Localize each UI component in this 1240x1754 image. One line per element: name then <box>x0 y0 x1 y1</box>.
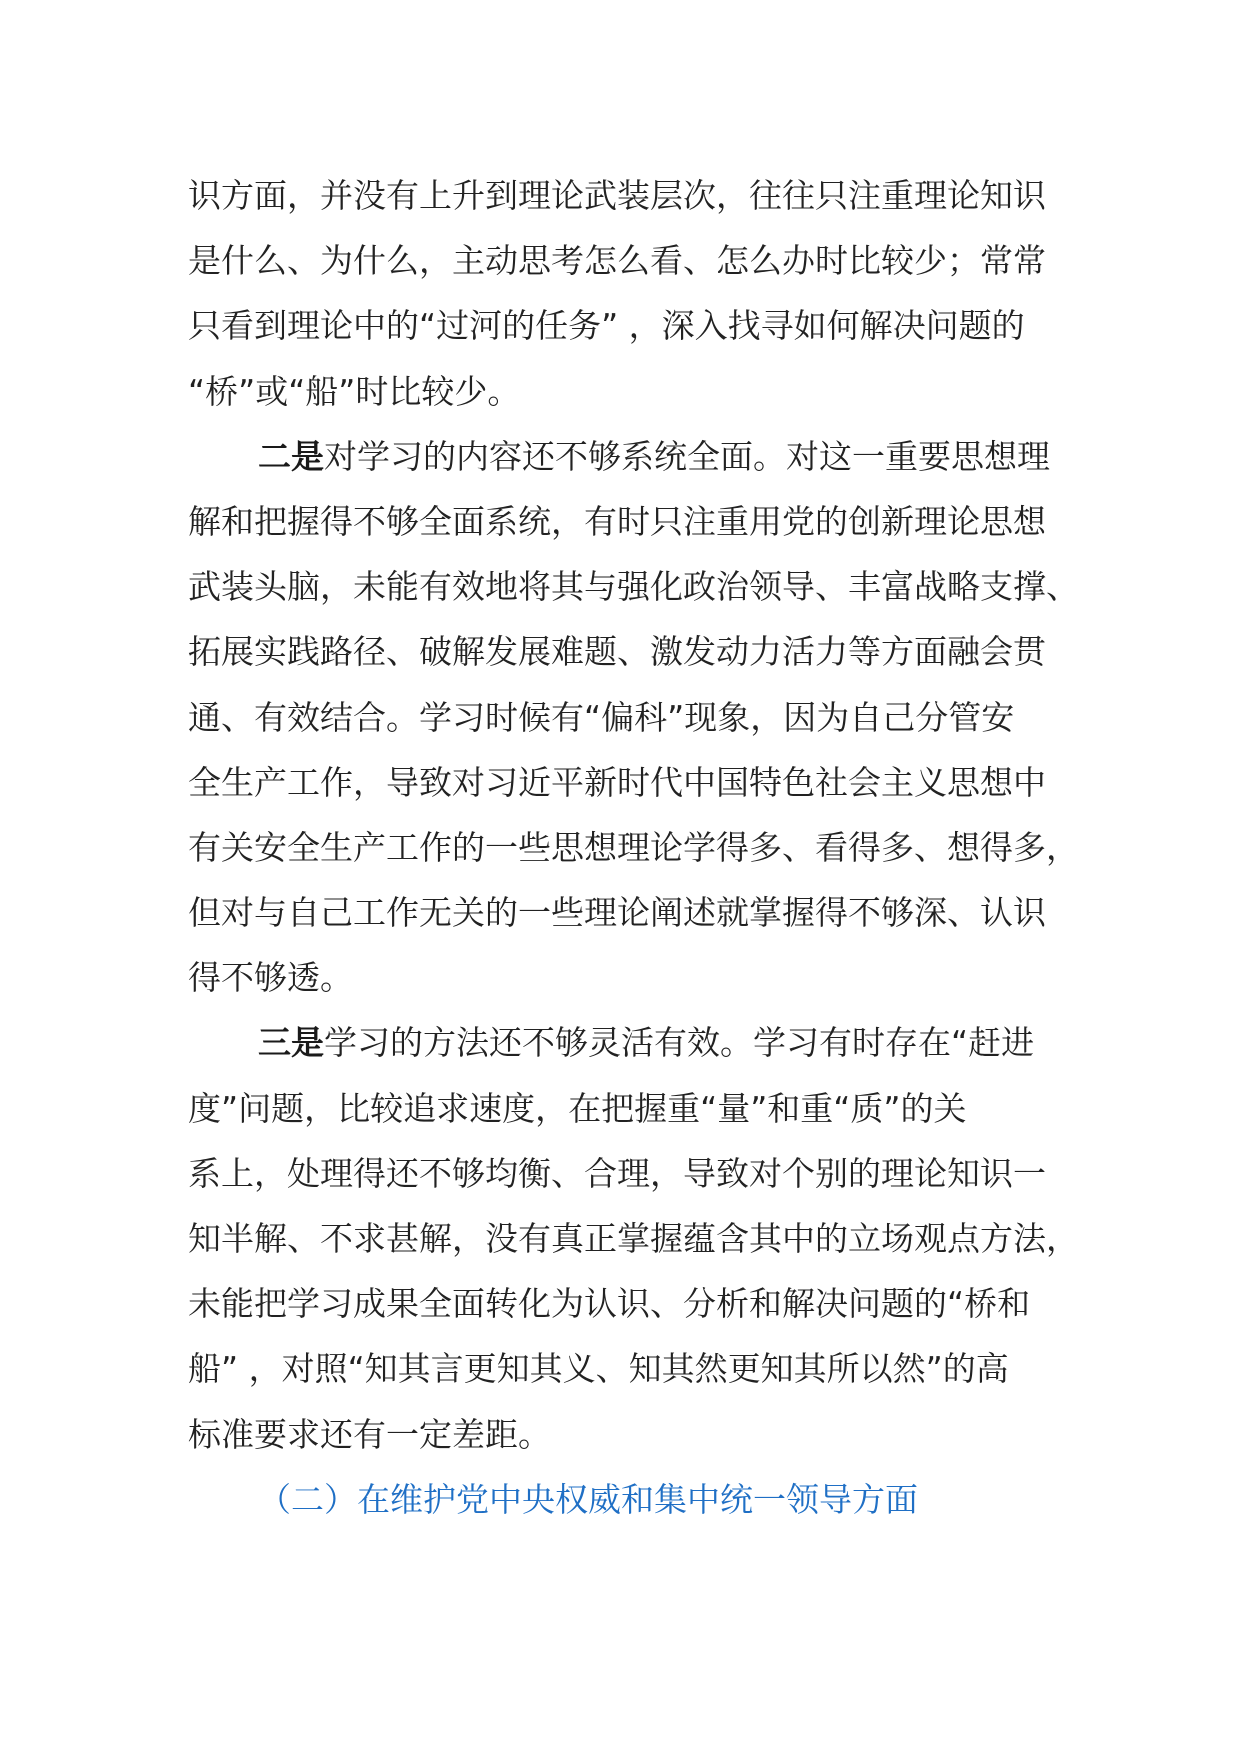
text-line: 未能把学习成果全面转化为认识、分析和解决问题的“桥和 <box>188 1284 1031 1324</box>
section-heading: （二）在维护党中央权威和集中统一领导方面 <box>258 1479 918 1519</box>
text-line: 全生产工作，导致对习近平新时代中国特色社会主义思想中 <box>188 762 1046 802</box>
text-line: 通、有效结合。学习时候有“偏科”现象，因为自己分管安 <box>188 697 1015 737</box>
document-page <box>188 163 1079 1532</box>
intro-paragraph <box>188 163 1068 424</box>
text-line: 只看到理论中的“过河的任务” ，深入找寻如何解决问题的 <box>188 306 1025 346</box>
text-line: 知半解、不求甚解，没有真正掌握蕴含其中的立场观点方法， <box>188 1219 1079 1258</box>
point-three-first-line: 学习的方法还不够灵活有效。学习有时存在“赶进 <box>324 1023 1035 1063</box>
text-line: 武装头脑，未能有效地将其与强化政治领导、丰富战略支撑、 <box>188 567 1079 607</box>
text-line: “桥”或“船”时比较少。 <box>188 371 521 411</box>
text-line <box>188 1010 1068 1075</box>
text-line: 度”问题，比较追求速度，在把握重“量”和重“质”的关 <box>188 1088 967 1128</box>
point-two-lead: 二是 <box>258 436 324 476</box>
text-line: 标准要求还有一定差距。 <box>188 1414 551 1454</box>
point-three-lead: 三是 <box>258 1023 324 1063</box>
text-line: 但对与自己工作无关的一些理论阐述就掌握得不够深、认识 <box>188 893 1046 933</box>
point-three-paragraph <box>188 1010 1079 1466</box>
point-two-first-line: 对学习的内容还不够系统全面。对这一重要思想理 <box>324 436 1050 476</box>
text-line: 是什么、为什么，主动思考怎么看、怎么办时比较少；常常 <box>188 241 1046 281</box>
text-line: 解和把握得不够全面系统，有时只注重用党的创新理论思想 <box>188 501 1046 541</box>
point-two-paragraph <box>188 424 1079 1011</box>
text-line: 识方面，并没有上升到理论武装层次，往往只注重理论知识 <box>188 176 1046 215</box>
text-line <box>188 424 1068 489</box>
text-line: 系上，处理得还不够均衡、合理，导致对个别的理论知识一 <box>188 1153 1046 1193</box>
text-line: 有关安全生产工作的一些思想理论学得多、看得多、想得多， <box>188 827 1079 867</box>
text-line: 船” ，对照“知其言更知其义、知其然更知其所以然”的高 <box>188 1349 1009 1389</box>
text-line: 拓展实践路径、破解发展难题、激发动力活力等方面融会贯 <box>188 632 1046 672</box>
text-line: 得不够透。 <box>188 958 353 998</box>
